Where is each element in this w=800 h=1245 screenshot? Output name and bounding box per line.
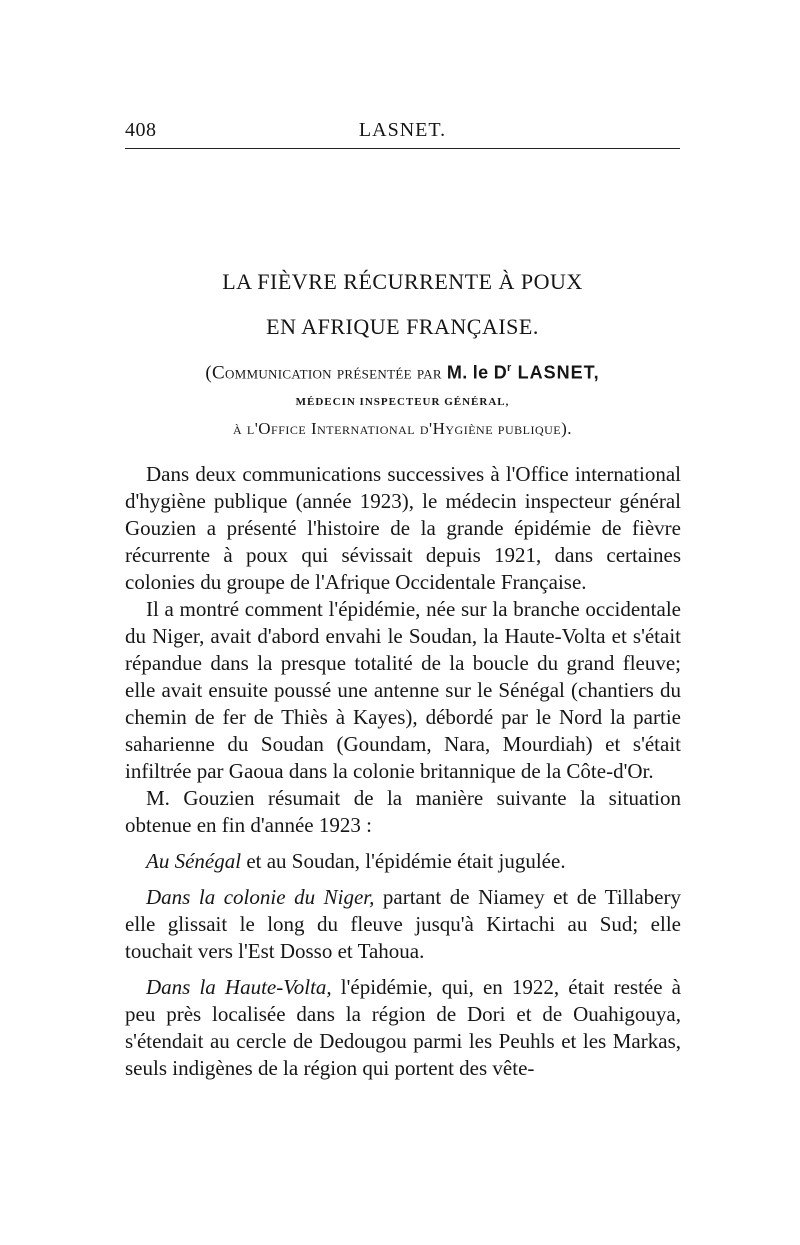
paragraph-6-lead: Dans la Haute-Volta, — [146, 975, 332, 999]
paragraph-5-lead: Dans la colonie du Niger, — [146, 885, 375, 909]
article-body — [125, 461, 681, 1082]
paragraph-4-lead: Au Sénégal — [146, 849, 242, 873]
running-head: LASNET. — [358, 119, 447, 141]
paragraph-1: Dans deux communications successives à l'Office international d'hygiène publique (année 1923), le médecin inspecteur général Gouzien a présenté l'histoire de la grande épidémie de fièvre récurrente à poux qui sévissait depuis 1921, dans certaines colonies du groupe de l'Afrique Occidentale Française. — [125, 462, 681, 594]
byline-institution: à l'Office International d'Hygiène publique). — [232, 419, 573, 438]
paragraph-5-text: partant de Niamey et de Tillabery elle glissait le long du fleuve jusqu'à Kirtachi au Sud; elle touchait vers l'Est Dosso et Tahoua. — [125, 885, 681, 963]
paragraph-6 — [125, 974, 681, 1082]
paragraph-5 — [125, 884, 681, 965]
paragraph-3: M. Gouzien résumait de la manière suivante la situation obtenue en fin d'année 1923 : — [125, 786, 681, 837]
byline-superscript: r — [507, 362, 512, 374]
page-number: 408 — [125, 119, 157, 141]
article-title-line1: LA FIÈVRE RÉCURRENTE À POUX — [222, 269, 583, 294]
byline-prefix: (Communication présentée par — [205, 362, 447, 384]
article-title-line2: EN AFRIQUE FRANÇAISE. — [266, 314, 539, 339]
page-header — [125, 119, 680, 149]
paragraph-4-text: et au Soudan, l'épidémie était jugulée. — [241, 849, 566, 873]
byline-line1 — [125, 362, 680, 384]
byline-honorific: M. le D — [446, 362, 508, 383]
byline-role: MÉDECIN INSPECTEUR GÉNÉRAL, — [295, 396, 510, 408]
paragraph-6-text: l'épidémie, qui, en 1922, était restée à peu près localisée dans la région de Dori et de Ouahigouya, s'étendait au cercle de Dedougou parmi les Peuhls et les Markas, seuls indigènes de la région qui portent des vête- — [125, 975, 682, 1080]
paragraph-2: Il a montré comment l'épidémie, née sur la branche occidentale du Niger, avait d'abord envahi le Soudan, la Haute-Volta et s'était répandue dans la presque totalité de la boucle du grand fleuve; elle avait ensuite poussé une antenne sur le Sénégal (chantiers du chemin de fer de Thiès à Kayes), débordé par le Nord la partie saharienne du Soudan (Goundam, Nara, Mourdiah) et s'était infiltrée par Gaoua dans la colonie britannique de la Côte-d'Or. — [125, 597, 681, 783]
paragraph-4 — [125, 848, 681, 875]
header-rule — [125, 148, 680, 149]
byline-author: LASNET, — [511, 362, 600, 383]
